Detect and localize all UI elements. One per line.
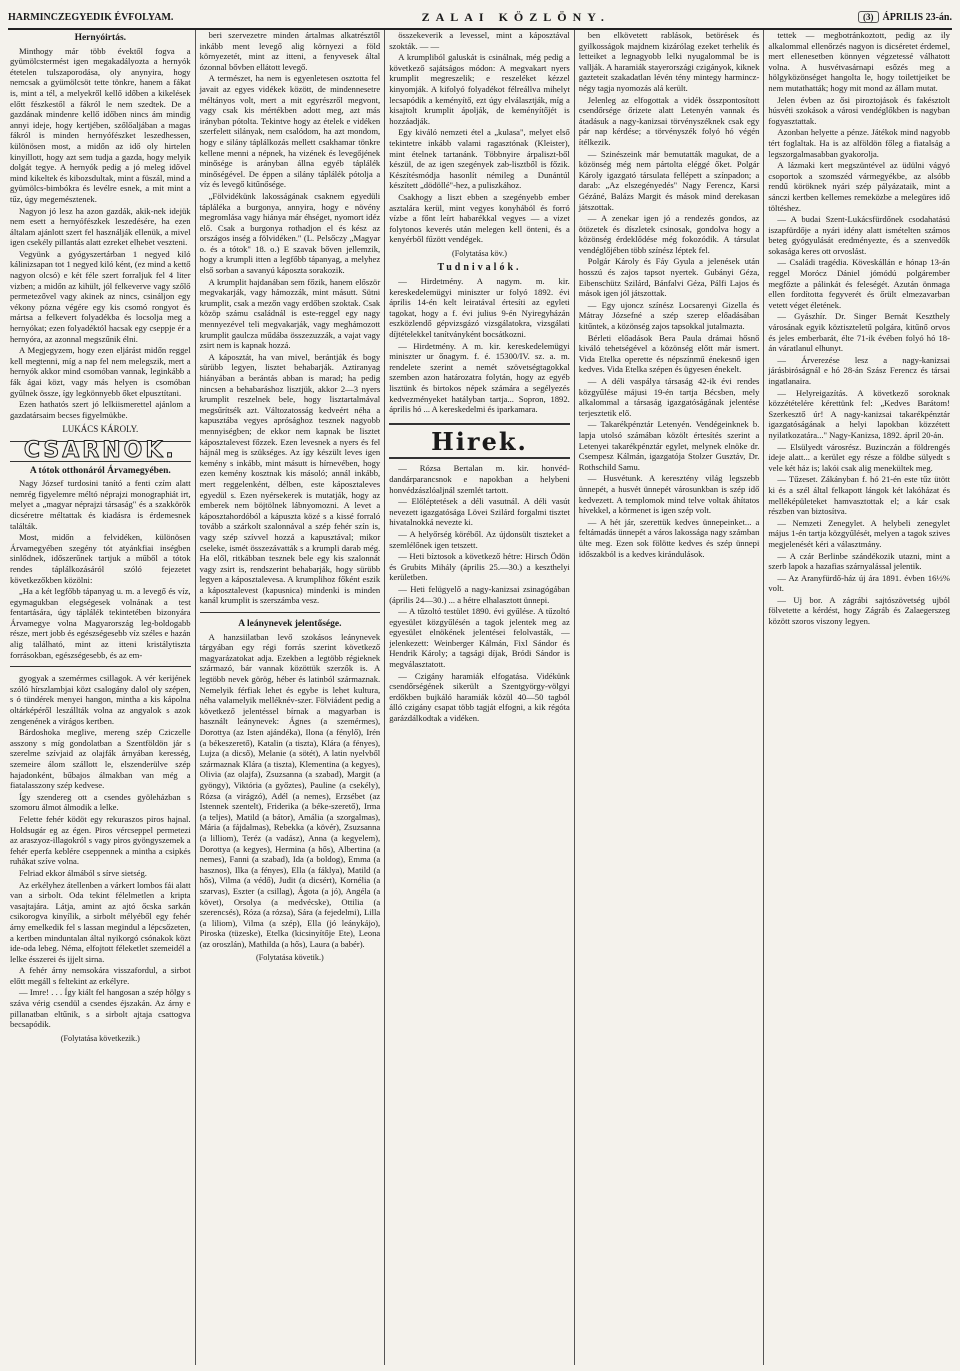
paragraph: — A czár Berlinbe szándékozik utazni, mint a szerb lapok a hazafias szárnyalással jelentik. [768,550,950,572]
paragraph: — Nemzeti Zenegylet. A helybeli zenegylet május 1-én tartja közgyűlését, melyen a tagok szives megjelenését kéri a választmány. [768,517,950,549]
paragraph: — A zenekar igen jó a rendezés gondos, az ötözetek és díszletek csinosak, gondolva hogy a közönség érdeklődése még fokozódik. A társulat vendéglőjében több színész léptek fel. [578,213,760,255]
paragraph: A káposztát, ha van mivel, berántják és bogy sürübb legyen, lisztet behabarják. Aztiranyag hiányában a berántás abban is marad; ha pedig nincsen a behabaráshoz lisztjük, akkor 2—3 nyers krumplit reszelnek bele, hogy lisztartalmával megsűrítsék azt. Változatosság kedveért néha a kapusztába vegyes aprósághoz tesznek nagyobb mennyiségben; de ekkor nem kapnak be lisztet káposztalevest főzzek. Ezen levesnek a nyers és fel hájnál meg is szükséges. Az így készült leves igen kemény s inkább, mint másutt is hírnevében, hogy ezen kemény kosztnak kis másoló; annál inkább, mert reggelenként, délben, este káposztaleves egyedül s. Ezen nyérsekerek is mutatják, hogy az emberek nem böjtölnek lábnyomozni. A levet a káposztahordóból a kápuszta közé s a kissé forraló tovább a szárkolt szalonnával a szép fehér szín is, vagy szép szívvel hozzá a kapusztával; mikor cseleke, ismét összezávatták s a krumpli darab még. Ha elől, ritkábban tesznek bele egy kis szalonnát vagy zsirt is, rendszerint behabarják, hogy sürübb legyen a káposztalevesa. A krumplihoz főként eszik a káposztalevest (kapusnica) mindenki is minden kanál krumplit is szerszámba vesz. [199,351,381,606]
paragraph: — A hét jár, szerettük kedves ünnepeinket... a feltámadás ünnepét a város lakossága nagy számban ülte meg. Ezen sok fölötte kedves és szép ünnepi időszakból is a kedves kirándulások. [578,516,760,559]
paragraph: A lázmaki kert megszüntével az üdülni vágyó csoportok a szomszéd vármegyékbe, az alsóbb rendű köröknek nyári szép pályázataik, mint a sánczi kertben kellemes remeközbe a melegüres idő töltéshez. [768,160,950,213]
hirek-banner [389,423,570,460]
paragraph: Ezen hathatós szert jó lelkiismerettel ajánlom a gazdatársaim becses figyelmükbe. [10,399,191,420]
column-2 [196,30,386,1365]
article-heading-totok: A tótok otthonáról Árvamegyében. [29,465,171,476]
paragraph: — Heti bíztosok a következő hétre: Hirsch Ödön és Grubits Mihály (április 25.—30.) a keszthelyi kerületben. [389,551,570,583]
paragraph: — Takarékpénztár Letenyén. Vendégeinknek b. lapja utolsó számában közölt értesítés szerint a Letenyei takarékpénztár egylet, melynek elnöke dr. Csempesz Kálmán, igazgatója Stolzer Gusztáv, Dr. Rothschild Samu. [578,419,760,472]
paragraph: Az erkélyhez átellenben a várkert lombos fái alatt van a sirbolt. Oda tekint félelmetlen a kripta vasajtajára. Látja, amint az ajtó őcska sarkán csikorogva kinyílik, a sirbolt mélyéből egy fehér árny emelkedik fel s lassan megindul a lépcsőzeten, a kertben minduntalan által nyikorgó csónakok közt ide-oda lebeg. Néma, elfojtott féleketlet szemeidél a lelke ésszerei és ijjelt sirna. [10,879,191,964]
paragraph: — Egy ujoncz színész Locsarenyi Gizella és Mátray Józsefné a szép szerep előadásában kitűntek, a közönség zajos tapsokkal jutalmazta. [578,299,760,332]
paragraph: Nagy József turdosini tanító a fenti czím alatt nemrég figyelemre méltó néprajzi monographiát irt, melyet a „magyar néprajzi társaság" és a szakkörök dicséretre méltattak és kiadásra is érdemesnek találták. [10,478,191,531]
paragraph: Minthogy már több évektől fogva a gyümölcstermést igen megakadályozta a hernyók étetelen tulszaporodása, oly anynyira, hogy nemcsak a gyümölcsöt tette tönkre, hanem a fákat is, mint a tél, a melyekről kellő időben a kikelések előtt fészkestől a fákról le nem szedtek. De a gazdának mindenre kellő időben nincs ám mindig annyi ideje, hogy kertjében, szőlőaljában a magas fákról is minden hernyófészket leszedhessen, különösen most, a midőn az idő oly hirtelen kinyillott, hogy azt sem tudja a gazda, hogy melyik dolgát tegye. A hernyók pedig a jó meleg idővel mind kikeltek és kibozsdultak, mint a füszál, mind a gyümölcs-bimbókra és levélre esnek, a mit mint a tűz, úgy megemésztenek. [10,45,191,204]
paragraph: — Családi tragédia. Köveskállán e hónap 13-án reggel Morócz Dániel jómódú polgárember megfőzte a pálinkát és feleségét. Azután önmaga ellen fordította fegyverét és őrült elmezavarban vetett véget életének. [768,257,950,310]
section-title-csarnok: CSARNOK. [10,441,191,462]
page-header [8,6,952,30]
article-heading-hernyoirtas: Hernyóirtás. [74,33,127,43]
paragraph: A krumplit hajdanában sem főzik, hanem először megvakarják, vagy hámozzák, mint másutt. Sütni krumplit, csak a mezőn vagy erdőben szoktak. Csak közöp számu családnál is este-reggel egy nagy mennyezével teli megvakarják, vagy meghámozott krumplit gaulcza műdába összezuzzák, a vajat vagy zsirt nem is kapnak hozzá. [199,276,381,351]
header-date-group [858,11,952,23]
column-3 [385,30,575,1365]
paragraph: Bérleti előadások Bera Paula drámai hősnő kiváló tehetségével a közönség előtt már ismert. Vida Etelka operette és népszínmű énekesnő igen kedves. Vida Etelka szépen és ügyesen énekelt. [578,332,760,375]
paragraph: Nagyon jó lesz ha azon gazdák, akik-nek idejük nem esett a hernyófészkek leszedésére, ha ezen általam ajánlott szert fel használják ellenük, a mivel igen csekély pillantás alatt ezreket elhebet veszteni. [10,205,191,248]
paragraph: Felriad ekkor álmából s sírve sietség. [19,867,147,878]
paragraph: ben elkövetett rablások, betörések és gyilkosságok majdnem kizárólag ezeket terhelik és letteiket a legnagyobb lelki nyugalommal be is vallják. A haramiák stayerországi czigányok, kiknek gazteteit szakadatlan lévén tény mintegy harmincz-négy tagja nyomozás alá került. [578,30,760,93]
continued-note: (Folytatása következik.) [60,1033,140,1043]
author-signature: LUKÁCS KÁROLY. [62,424,139,435]
paragraph: „Fölvidékünk lakosságának csaknem egyedüli tápláléka a burgonya, annyira, hogy e növény megromlása vagy hiánya már éhséget, nyomort idéz elő. Csak a burgonya rothadjon el és kész az országos inség a fölvidéken." (L. Pelsőczy „Magyar o. és a tótok" 18. o.) E szavak bőven jellemzik, hogy a krumpli itten a legfőbb tápanyag, a melyhez első sorban a savanyú káposzta sorakozik. [199,190,381,276]
paragraph: — A helyőrség köréből. Az újdonsült tiszteket a szemlélőnek igen tetszett. [389,528,570,550]
paragraph: — Árverezése lesz a nagy-kanizsai járásbiróságnál e hó 28-án Szász Ferencz és társai ingatlanaira. [768,354,950,386]
paragraph: — Hirdetmény. A m. kir. kereskedelemügyi miniszter ur őnagym. f. é. 15300/IV. sz. a. m. rendelete szerint a nemét szövetségtagokkal szemben azon határozatra folytán, hogy az egyéb lisztünk és birtokos népek számára a segélyezés kedvezményeket hatályban tartja... Sopron, 1892. április hó ... A kereskedelmi és iparkamara. [389,340,570,415]
paragraph: — A tűzoltó testület 1890. évi gyűlése. A tűzoltó egyesület közgyűlésén a tagok jelentek meg az egyesület elnökének jelentései felolvasták, — jelenkezett: Weinberger Kálmán, Fixl Sándor és Hendrik Károly; a tagsági díjak, Bródi Sándor is megválasztatott. [389,606,570,670]
paragraph: A hanzsiilatban levő szokásos leánynevek tárgyában egy régi forrás szerint következő magyarázatokat adja. Ezekben a legtöbb régieknek származó, bár vannak közöttük szerzők is. A legtöbb nevek görög, héber és latinból származnak. Nemelyik férfiak lehet és egybe is lehet kultura, néha valamelyik melléknév-szer. Fölviádent pedig a következő jelentéssel bírnak a magyarban is használt leánynevek: Ágnes (a szemérmes), Dorottya (az Isten ajándéka), Ilona (a fénylő), Irén (a békeszerető), Katalin (a tiszta), Klára (a fényes), Lujza (a dicső), Melanie (a sötét), A latin nyelvből származnak Klára (a tiszta), Klementina (a kegyes), Olivia (az olajfa), Zsuzsanna (a szabad), Margit (a gyöngy), Viktória (a győztes), Pauline (a csekély), Rózsa (a virágzó), Adél (a nemes), Erzsébet (az Istennek szentelt), Friderika (a béke-szerető), Irma (a teljes), Matild (a bátor), Amália (a szorgalmas), Mária (a fájdalmas), Rebekka (a kövér), Zsuzsanna (a lilliom), Teréz (a vadász), Anna (a kegyelem), Dorottya (a kegyes), Hermina (a hős), Albertina (a nemes), Fanni (a szabad), Ida (a boldog), Emma (a hasznos), Ilka (a fényes), Ella (a fáklya), Matild (a hős), Vilma (a védő), Judit (a dicsért), Kornélia (a szarvas), Eszter (a csillag), Ágota (a jó), Angéla (a követ), Orsolya (a medvécske), Ottilia (a szerencsés), Róza (a rózsa), Sára (a fejedelmi), Lilla (a liliom), Vilma (a szép), Ella (jó leánykájo), Piroska (tüzeske), Etelka (kicsinyítője Ete), Leona (az oroszlán), Mathilda (a hős), Laura (a babér). [199,631,381,949]
paragraph: Polgár Károly és Fáy Gyula a jelenések után hosszú és zajos tapsot nyertek. Gubányi Géza, Eibenschütz Szilárd, Bánfalvi Géza, Pálfi Lajos és mások igen jól játszottak. [578,256,760,299]
paragraph: Jelenleg az elfogottak a vidék összpontosított csendőrsége őrizete alatt Letenyén vannak és átadásuk a nagy-kanizsai törvényszéknek csak egy pár nap kérdése; a törvényszék folyó hó végén ítélkezik. [578,94,760,147]
paragraph: — Rózsa Bertalan m. kir. honvéd-dandárparancsnok e napokban a helybeni honvédzászlóaljnál szemlét tartott. [389,463,570,495]
paragraph: A krumpliból galuskát is csinálnak, még pedig a következő sajátságos módon: A megvakart nyers krumplit megreszelik; e reszeléket kézzel kinyomják. A kifolyó folyadékot félreállva mihelyt lecsapódik a keményítő, ezt úgy elválasztják, míg a kisajtolt krumplit ápolják, de keményítőjét is hozzáadják. [389,52,570,126]
paragraph: A Megjegyzem, hogy ezen eljárást midőn reggel kell megtenni, míg a nap fel nem melegszik, mert a hernyók akkor mind csomóban vannak, leginkább a fák ágai közt, vagy más helyen is csomóban gyűlnek össze, így legkönnyebb őket elpusztítani. [10,345,191,398]
paragraph: összekeverik a levessel, mint a káposztával szokták. — — [389,30,570,51]
newspaper-title: ZALAI KÖZLÖNY. [421,9,610,24]
continued-note: (Folytatása követik.) [256,953,324,963]
paragraph: — Az Aranyfürdő-ház új ára 1891. évben 16½% volt. [768,572,950,594]
paragraph: A természet, ha nem is egyenletesen osztotta fel javait az egyes vidékek között, de mindennesetre méltányos volt, mert a mit egyrészről megvont, vagy csak kis mértékben adott meg, azt más irányban pótolta. Tekintve hogy az ételek e vidéken szerfelett silányak, nem csalódom, ha azt mondom, hogy e silány táplálkozás mellett csakhamar tönkre kellene menni a népnek, ha vizének és levegőjének minősége is arányban állna egyéb táplálék minőségével. De éppen a silány táplálék pótolja a víz és levegő kitűnősége. [199,73,381,190]
paragraph: Most, midőn a felvidéken, különösen Árvamegyében szegény tót atyánkfiai inségben sinlődnek, időszerűnek tartjuk a műből a tótok rendes táplálkozásáról szóló fejezetet következőkben közölni: [10,532,191,585]
paragraph: — Gyászhír. Dr. Singer Bernát Keszthely városának egyik köztiszteletű polgára, kitűnő orvos és jeles emberbarát, élte 71-ik évében folyó hó 18-án váratlanul elhunyt. [768,311,950,354]
volume-label: HARMINCZEGYEDIK ÉVFOLYAM. [8,11,174,23]
column-1 [6,30,196,1365]
paragraph: — Elsülyedt városrész. Buzinczán a földrengés ideje alatt... a kerület egy része a földbe sülyedt s vele két ház is; lakói csak alig menekültek meg. [768,441,950,473]
section-title-hirek: Hirek. [431,426,528,456]
paragraph: Jelen évben az ősi piroztojások és fakésztolt húsvéti szokások a városi vendéglőkben is nagyban fogyasztattak. [768,94,950,126]
paragraph: Bárdoshoka meglive, mereng szép Cziczelle asszony s míg gondolatban a Szentföldön jár s szerelme szívjaid az olajfák árnyában keresség, szemeire álom szállott le, elszenderülve szép hajadonként, bűbajos álmakban van még a fiatalasszony szép kedvese. [10,727,191,791]
paragraph: Vegyünk a gyógyszertárban 1 negyed kiló kálinizsapan tot 1 negyed kiló ként, (ez mind a kettő nagyon olcsó) e két féle szert forraljuk fel 4 liter vizben; a midőn az kihült, jól felkeverve vagy szőlő permetezővel vagy akinek az nincs, csináljon egy vékony pózna végére egy kis csomó rongyot és mártsa a felkevert folyadékba és locsolja meg a hernyókat; ezen folyadéktól hacsak egy cseppje ér a hernyóra, az azonnal megszűnik élni. [10,248,191,344]
paragraph: — Hirdetmény. A nagym. m. kir. kereskedelemügyi miniszter ur folyó 1892. évi április 14-én kelt leiratával értesíti az egyleti tagokat, hogy a f. évi julius 9-én Nyiregyházán eszközlendő gépvizsgázó vizsgálatokra, vizsgálati díjtételekkel tanítványként bocsátkozni. [389,276,570,340]
paragraph: — A déli vaspálya társaság 42-ik évi rendes közgyűlése májusi 19-én tartja Bécsben, mely alkalommal a társaság igazgatóságának jelentése terjesztetik elő. [578,376,760,418]
paragraph: — Szinészeink már bemutatták magukat, de a közönség még nem pártolta eléggé őket. Polgár Károly igazgató társulata fellépett a színpadon; a darab: „Az elszegényedés" Nagy Ferencz, Karsi Gézáné, Balázs Margit és mások mind derekasan játszottak. [578,148,760,212]
paragraph: „Ha a két legfőbb tápanyag u. m. a levegő és víz, egymagukban elegségesek volnának a test fentartására, úgy táplálék tekintetében bizonyára Árvamegye volna Magyarország leg-boldogabb része, mert jobb és egészségesebb víz széles e hazán alig található, mint az itteni kristálytiszta forrásokban, egészségesebb, és az em- [10,586,191,660]
paragraph: beri szervezetre minden ártalmas alkatrésztől inkább ment levegő alig környezi a föld környezetét, mint az itteni, a fenyvesek által ózonnal bővben ellátott levegő. [199,30,381,72]
continued-note: (Folytatása köv.) [452,248,507,258]
page-number: (3) [858,11,879,23]
paragraph: — Előléptetések a déli vasutnál. A déli vasút nevezett igazgatósága Lövei Szilárd forgalmi tisztet hivatalnokká nevezte ki. [389,496,570,528]
paragraph: — Imre! . . . Így kiált fel hangosan a szép hölgy s száva vérig csendül a csendes éjszakán. Az árny e pillanatban eltűnik, s a sirbolt ajtaja csattogva becsapódik. [10,987,191,1030]
paragraph: — Helyreigazítás. A következő soroknak közzétételére kérettünk fel: „Kedves Barátom! Szerkesztő úr! A nagy-kanizsai takarékpénztár igazgatóságának a helyi lapokban közzétett nyilatkozatára..." Nagy-Kanizsa, 1892. ápril 20-án. [768,387,950,440]
paragraph: — A budai Szent-Lukácsfürdőnek csodahatású iszapfürdője a nyári idény alatt ismételten számos beteg gyógyulását eredményezte, és a szenvedők sokasága keres ott orvoslást. [768,214,950,256]
paragraph: — Tűzeset. Zákányban f. hó 21-én este tűz ütött ki és a szél által felkapott lángok két lakóházat és melléképületeket hamvasztottak el; a kár csak részben van biztosítva. [768,474,950,517]
paragraph: Egy kiváló nemzeti étel a „kulasa", melyet első tekintetre inkább valami ragasztónak (Kleister), mint ételnek tartanánk. Többnyire árpaliszt-ből készül, de az igen szegények zab-lisztből is főzik. Készítésmódja hasonlít némileg a Dunántúl készített „dödöllé"-hez, a puliszkához. [389,127,570,191]
column-4 [575,30,765,1365]
paragraph: — Czigány haramiák elfogatása. Vidékünk csendőrségének sikerült a Szentgyörgy-völgyi erdőkben bujkáló haramiák közül 40—50 tagból álló czigány csapat több tagját elfogni, a kik régóta garázdálkodtak a vidéken. [389,670,570,724]
paragraph: — Uj bor. A zágrábi sajtószövetség ujból fölvetette a kérdést, hogy Zágráb és Zalaegerszeg között szoros viszony legyen. [768,594,950,627]
paragraph: Felette fehér ködöt egy rekuraszos piros hajnal. Holdsugár eg az égen. Piros vércseppel permetezi az araszyoz-illagokról s vagy piros gyöngyszemek a fehér eperfa keblére cseppennek a mintha a csipkés ruhákat szíve volna. [10,813,191,867]
column-5 [764,30,954,1365]
paragraph: — Heti felügyelő a nagy-kanizsai zsinagógában (április 24—30.) ... a hétre elhalasztott ünnepi. [389,583,570,605]
divider [10,666,191,667]
issue-date: ÁPRILIS 23-án. [882,11,952,23]
paragraph: — Husvétunk. A keresztény világ legszebb ünnepét, a husvét ünnepét városunkban is szép idő kedvezett. A templomok mind telve voltak áhítatos hívekkel, a körmenet is igen szép volt. [578,473,760,516]
paragraph: Csakhogy a liszt ebben a szegényebb ember asztalára kerül, mint vegyes konyhából és forró vízbe a főnt leírt habarékkal vegyes — a vizet folytonos keverés után melegen kell önteni, és a kenyérből fűzött vendégek. [389,191,570,245]
article-heading-leanynevek: A leánynevek jelentősége. [238,619,342,630]
paragraph: tettek — megbotránkoztott, pedig az ily alkalommal ellenőrzés nagyon is dicséretet érdemel, mert ellenesetben könnyen végzetessé válhatott volna. A husvétvasárnapi esőzés meg a hölgyközönséget hangolta le, hogy toilettjeiket be nem mutathatták; hogy mit mond az állam mutat. [768,30,950,93]
paragraph: A fehér árny nemsokára visszafordul, a sirbot előtt megáll s feltekint az erkélyre. [10,965,191,986]
paragraph: gyogyak a szemérmes csillagok. A vér kerijének szóló hírszlambjai közt csalogány dalol oly szépen, s ó tündérek menyei hangon, mintha a kis kápolna oltárképéről leszállták volna az angyalok s azok zengenének a virágos kertben. [10,673,191,726]
divider [200,612,381,613]
section-title-tudnivalok: Tudnivalók. [437,262,522,274]
paragraph: Azonban helyette a pénze. Játékok mind nagyobb tért foglaltak. Ha is az alföldön főleg a fiatalság a legszorgalmasabban gyakorolja. [768,127,950,159]
paragraph: Így szendereg ott a csendes gyöleházban s szomoru álmot álmodik a lelke. [10,791,191,813]
columns [6,30,954,1365]
